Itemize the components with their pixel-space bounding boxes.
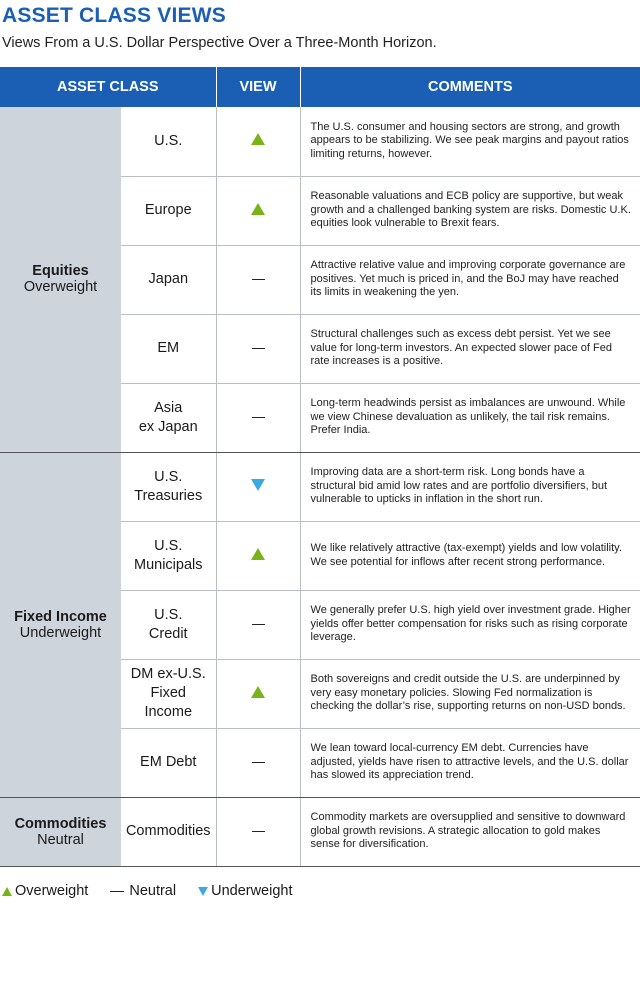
sub-asset-label: U.S. [121,107,216,176]
table-row [0,797,640,866]
header-comments: COMMENTS [300,67,640,107]
asset-group-cell [0,107,121,452]
comment-cell: Attractive relative value and improving corporate governance are positives. Yet much is priced in, and the BoJ may have reached its limits in weakening the yen. [300,245,640,314]
view-cell [216,314,300,383]
asset-group-cell [0,452,121,797]
sub-asset-label: EM [121,314,216,383]
sub-asset-label: EM Debt [121,728,216,797]
legend-underweight-label: Underweight [211,883,293,899]
comment-cell: Commodity markets are oversupplied and sensitive to downward global growth revisions. A strategic allocation to gold makes sense for diversification. [300,797,640,866]
comment-cell: Reasonable valuations and ECB policy are supportive, but weak growth and a challenged banking system are risks. Domestic U.K. equities look vulnerable to Brexit fears. [300,176,640,245]
sub-asset-label: Asia ex Japan [121,383,216,452]
legend-overweight-label: Overweight [15,883,89,899]
asset-group-stance: Underweight [19,624,102,641]
comment-cell: The U.S. consumer and housing sectors are strong, and growth appears to be stabilizing. We see peak margins and payout ratios limiting returns, however. [300,107,640,176]
table-row [0,107,640,176]
legend [2,883,315,899]
view-cell [216,590,300,659]
view-cell [216,176,300,245]
neutral-dash-icon [252,831,265,833]
table-header-row [0,67,640,107]
legend-neutral [110,883,176,899]
asset-class-table [0,67,640,867]
legend-underweight [198,883,292,899]
sub-asset-label: Commodities [121,797,216,866]
comment-cell: Improving data are a short-term risk. Long bonds have a structural bid amid low rates and are portfolio diversifiers, but vulnerable to upticks in inflation in the short run. [300,452,640,521]
legend-overweight [2,883,88,899]
sub-asset-label: U.S. Treasuries [121,452,216,521]
neutral-dash-icon [252,279,265,281]
underweight-arrow-icon [198,887,208,896]
sub-asset-label: U.S. Credit [121,590,216,659]
overweight-arrow-icon [2,887,12,896]
legend-neutral-label: Neutral [129,883,177,899]
page-title: ASSET CLASS VIEWS [2,4,226,27]
comment-cell: We like relatively attractive (tax-exempt) yields and low volatility. We see potential for inflows after recent strong performance. [300,521,640,590]
view-cell [216,245,300,314]
neutral-dash-icon [110,891,124,892]
asset-group-name: Commodities [14,815,107,832]
view-cell [216,452,300,521]
neutral-dash-icon [252,348,265,350]
table-row [0,452,640,521]
asset-group-stance: Overweight [23,279,98,296]
sub-asset-label: DM ex-U.S. Fixed Income [121,659,216,728]
asset-group-stance: Neutral [37,831,84,848]
comment-cell: We generally prefer U.S. high yield over investment grade. Higher yields offer better compensation for risks such as rising corporate leverage. [300,590,640,659]
page-subtitle: Views From a U.S. Dollar Perspective Over a Three-Month Horizon. [2,35,437,51]
neutral-dash-icon [252,417,265,419]
header-view: VIEW [216,67,300,107]
view-cell [216,728,300,797]
view-cell [216,659,300,728]
view-cell [216,107,300,176]
overweight-arrow-icon [251,133,265,145]
comment-cell: Structural challenges such as excess debt persist. Yet we see value for long-term investors. An expected slower pace of Fed rate increases is a positive. [300,314,640,383]
comment-cell: Both sovereigns and credit outside the U.S. are underpinned by very easy monetary policies. Slowing Fed normalization is checking the dollar’s rise, supporting returns on non-USD bonds. [300,659,640,728]
table-body [0,107,640,866]
header-asset-class: ASSET CLASS [0,67,216,107]
underweight-arrow-icon [251,479,265,491]
sub-asset-label: Japan [121,245,216,314]
asset-group-name: Fixed Income [14,608,107,625]
view-cell [216,383,300,452]
sub-asset-label: U.S. Municipals [121,521,216,590]
asset-group-name: Equities [32,263,89,280]
overweight-arrow-icon [251,203,265,215]
neutral-dash-icon [252,762,265,764]
sub-asset-label: Europe [121,176,216,245]
overweight-arrow-icon [251,548,265,560]
comment-cell: Long-term headwinds persist as imbalances are unwound. While we view Chinese devaluation as unlikely, the tail risk remains. Prefer India. [300,383,640,452]
asset-group-cell [0,797,121,866]
view-cell [216,797,300,866]
comment-cell: We lean toward local-currency EM debt. Currencies have adjusted, yields have risen to attractive levels, and the U.S. dollar has slowed its appreciation trend. [300,728,640,797]
overweight-arrow-icon [251,686,265,698]
view-cell [216,521,300,590]
neutral-dash-icon [252,624,265,626]
